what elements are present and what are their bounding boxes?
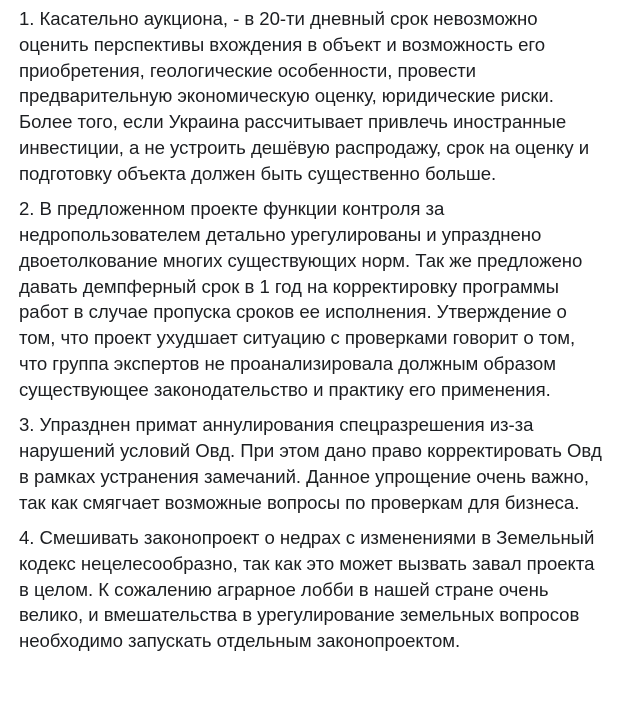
paragraph-land-code: 4. Смешивать законопроект о недрах с изменениями в Земельный кодекс нецелесообразно, так как это может вызвать завал проекта в целом. К сожалению аграрное лобби в нашей стране очень велико, и вмешательства в урегулирование земельных вопросов необходимо запускать отдельным законопроектом.	[19, 526, 595, 652]
paragraph-auction: 1. Касательно аукциона, - в 20-ти дневный срок невозможно оценить перспективы вхождения в объект и возможность его приобретения, геологические особенности, провести предварительную экономическую оценку, юридические риски. Более того, если Украина рассчитывает привлечь иностранные инвестиции, а не устроить дешёвую распродажу, срок на оценку и подготовку объекта должен быть существенно больше.	[19, 8, 590, 184]
paragraph-control-functions: 2. В предложенном проекте функции контроля за недропользователем детально урегулированы и упразднено двоетолкование многих существующих норм. Так же предложено давать демпферный срок в 1 год на корректировку программы работ в случае пропуска сроков ее исполнения. Утверждение о том, что проект ухудшает ситуацию с проверками говорит о том, что группа экспертов не проанализировала должным образом существующее законодательство и практику его применения.	[19, 198, 583, 400]
paragraph-permit-annulment: 3. Упразднен примат аннулирования спецразрешения из-за нарушений условий Овд. При этом дано право корректировать Овд в рамках устранения замечаний. Данное упрощение очень важно, так как смягчает возможные вопросы по проверкам для бизнеса.	[19, 414, 602, 513]
